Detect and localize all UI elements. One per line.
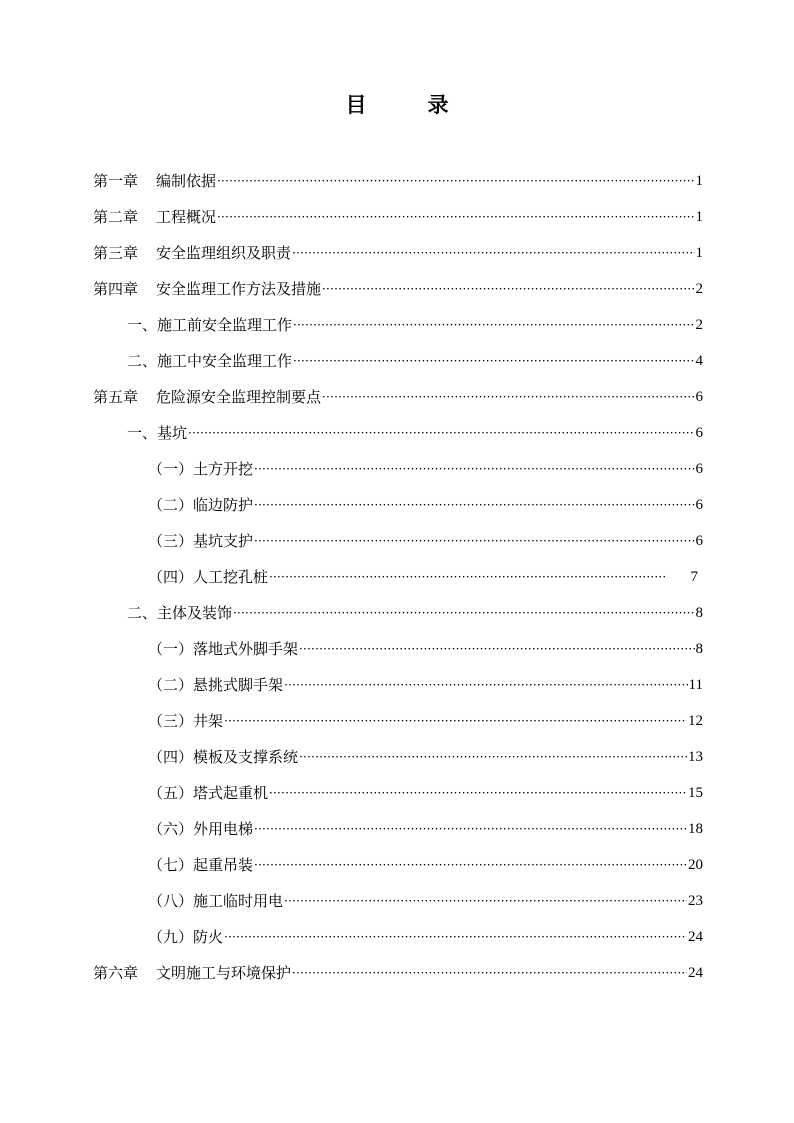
toc-dot-leader [254,819,687,839]
toc-dot-leader [299,639,694,659]
toc-entry-page: 1 [695,245,703,261]
toc-entry-subsection[interactable] [0,775,794,811]
toc-dot-leader [188,423,694,443]
toc-entry-subsection[interactable] [0,847,794,883]
toc-entry-label [93,171,216,191]
toc-entry-text: （七）起重吊装 [148,856,254,874]
toc-entry-page: 20 [688,857,703,873]
toc-entry-page: 24 [688,929,703,945]
toc-entry-text: （六）外用电梯 [148,820,254,838]
toc-entry-text: 工程概况 [156,208,217,226]
toc-entry-section[interactable] [0,343,794,379]
toc-entry-label [93,963,291,983]
toc-entry-label [93,243,291,263]
toc-dot-leader [233,603,694,623]
toc-entry-text: 安全监理组织及职责 [156,244,292,262]
toc-entry-number: 第三章 [93,244,139,262]
toc-entry-subsection[interactable] [0,451,794,487]
toc-entry-text: （三）井架 [148,712,224,730]
toc-entry-text: （五）塔式起重机 [148,784,269,802]
toc-entry-page: 18 [688,821,703,837]
toc-entry-page: 6 [695,497,703,513]
toc-entry-number: 第六章 [93,964,139,982]
toc-dot-leader [269,783,687,803]
toc-entry-text: 文明施工与环境保护 [156,964,292,982]
toc-entry-page: 6 [695,425,703,441]
toc-entry-page: 1 [695,173,703,189]
toc-entry-subsection[interactable] [0,919,794,955]
toc-entry-label [93,387,321,407]
toc-entry-number: 第二章 [93,208,139,226]
toc-entry-page: 8 [695,605,703,621]
toc-entry-section[interactable] [0,415,794,451]
toc-dot-leader [292,243,694,263]
toc-entry-text: 一、施工前安全监理工作 [127,316,293,334]
toc-entry-page: 2 [695,281,703,297]
toc-dot-leader [293,351,694,371]
toc-dot-leader [217,207,694,227]
toc-entry-label [93,207,216,227]
toc-dot-leader [284,675,688,695]
toc-entry-section[interactable] [0,307,794,343]
toc-entry-subsection[interactable] [0,667,794,703]
toc-dot-leader [217,171,694,191]
toc-entry-page: 1 [695,209,703,225]
toc-entry-text: 一、基坑 [127,424,188,442]
toc-dot-leader [224,711,687,731]
toc-entry-subsection[interactable] [0,703,794,739]
toc-entry-text: （二）临边防护 [148,496,254,514]
toc-entry-subsection[interactable] [0,523,794,559]
toc-entry-page: 6 [695,461,703,477]
toc-entry-text: （二）悬挑式脚手架 [148,676,284,694]
toc-dot-leader [284,891,687,911]
toc-entry-text: （八）施工临时用电 [148,892,284,910]
toc-dot-leader [269,567,665,587]
toc-entry-chapter-4[interactable] [0,271,794,307]
table-of-contents [0,163,794,991]
toc-entry-page: 23 [688,893,703,909]
toc-entry-chapter-2[interactable] [0,199,794,235]
toc-entry-text: 危险源安全监理控制要点 [156,388,322,406]
toc-entry-number: 第一章 [93,172,139,190]
toc-dot-leader [322,387,694,407]
page-title: 目 录 [345,92,469,117]
toc-entry-subsection[interactable] [0,631,794,667]
toc-entry-text: 二、主体及装饰 [127,604,233,622]
toc-entry-text: （九）防火 [148,928,224,946]
toc-entry-page: 4 [695,353,703,369]
toc-entry-page: 8 [695,641,703,657]
toc-entry-text: 安全监理工作方法及措施 [156,280,322,298]
toc-entry-text: （一）土方开挖 [148,460,254,478]
toc-entry-subsection[interactable] [0,739,794,775]
toc-dot-leader [254,459,694,479]
toc-dot-leader [322,279,694,299]
toc-dot-leader [224,927,687,947]
toc-entry-text: 二、施工中安全监理工作 [127,352,293,370]
toc-entry-chapter-1[interactable] [0,163,794,199]
toc-entry-page: 12 [688,713,703,729]
toc-entry-subsection[interactable] [0,811,794,847]
toc-dot-leader [254,531,694,551]
toc-entry-section[interactable] [0,595,794,631]
toc-entry-page: 2 [695,317,703,333]
toc-entry-text: （四）模板及支撑系统 [148,748,299,766]
toc-entry-subsection[interactable] [0,883,794,919]
toc-dot-leader [292,963,687,983]
toc-dot-leader [293,315,694,335]
toc-entry-page: 13 [688,749,703,765]
toc-entry-text: 编制依据 [156,172,217,190]
toc-entry-page: 24 [688,965,703,981]
toc-entry-text: （三）基坑支护 [148,532,254,550]
toc-dot-leader [299,747,687,767]
toc-entry-subsection[interactable] [0,559,794,595]
toc-entry-page: 15 [688,785,703,801]
toc-entry-page: 7 [690,569,698,585]
toc-entry-page: 11 [688,677,703,693]
toc-entry-label [93,279,321,299]
toc-entry-text: （一）落地式外脚手架 [148,640,299,658]
toc-entry-chapter-6[interactable] [0,955,794,991]
toc-entry-subsection[interactable] [0,487,794,523]
toc-entry-number: 第五章 [93,388,139,406]
toc-entry-chapter-5[interactable] [0,379,794,415]
toc-entry-page: 6 [695,389,703,405]
toc-dot-leader [254,495,694,515]
toc-entry-text: （四）人工挖孔桩 [148,568,269,586]
toc-entry-page: 6 [695,533,703,549]
toc-entry-chapter-3[interactable] [0,235,794,271]
toc-dot-leader [254,855,687,875]
toc-entry-number: 第四章 [93,280,139,298]
